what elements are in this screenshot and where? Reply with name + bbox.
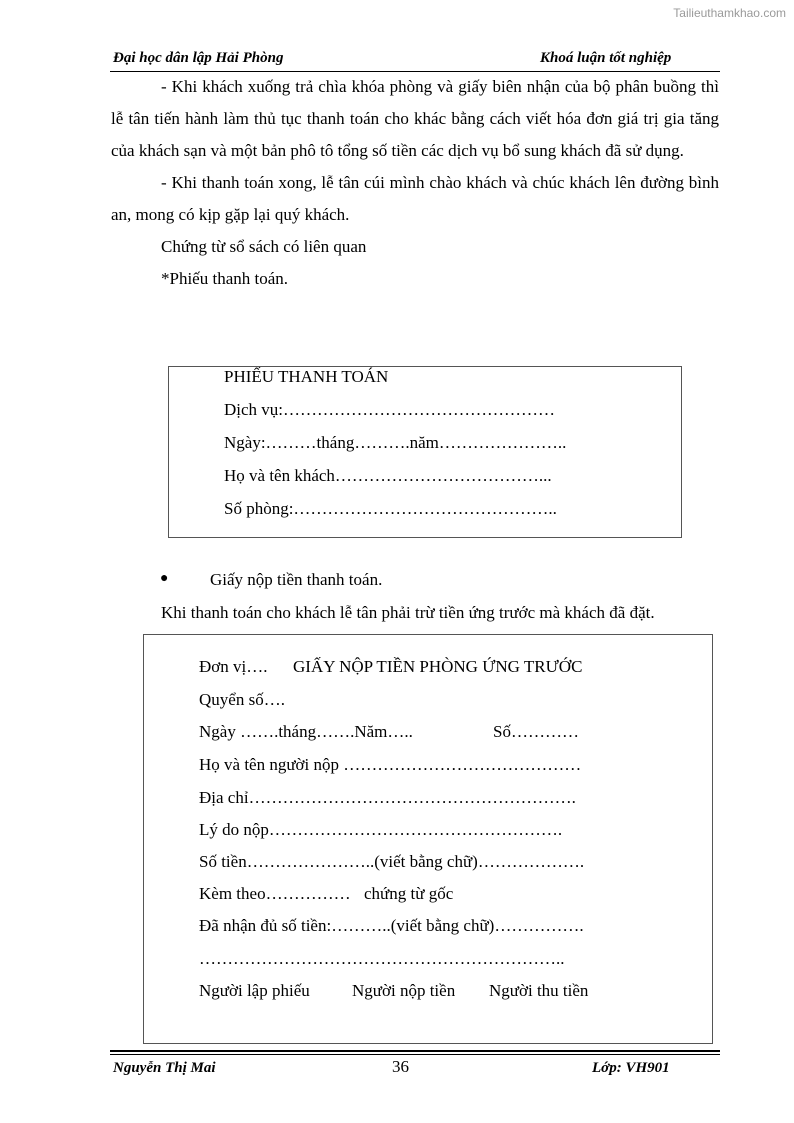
form2-number: Số………… — [493, 722, 579, 741]
footer-rule — [110, 1050, 720, 1052]
bullet-icon: ● — [160, 571, 169, 586]
form1-title: PHIẾU THANH TOÁN — [224, 367, 389, 386]
form1-service: Dịch vụ:………………………………………… — [224, 400, 556, 419]
deposit-note: Khi thanh toán cho khách lễ tân phải trừ tiền ứng trước mà khách đã đặt. — [161, 603, 655, 622]
payment-slip-form — [168, 366, 682, 538]
form2-payer: Họ và tên người nộp …………………………………… — [199, 755, 582, 774]
paragraph-payment-slip: *Phiếu thanh toán. — [161, 269, 289, 288]
form2-address: Địa chỉ…………………………………………………. — [199, 788, 576, 807]
paragraph-farewell: - Khi thanh toán xong, lễ tân cúi mình chào khách và chúc khách lên đường bình an, mong có kịp gặp lại quý khách. — [111, 173, 719, 224]
form2-title: GIẤY NỘP TIỀN PHÒNG ỨNG TRƯỚC — [293, 657, 583, 676]
header-thesis: Khoá luận tốt nghiệp — [540, 50, 672, 66]
paragraph-checkout: - Khi khách xuống trả chìa khóa phòng và giấy biên nhận của bộ phân buồng thì lễ tân tiến hành làm thủ tục thanh toán cho khác bằng cách viết hóa đơn giá trị gia tăng của khách sạn và một bản phô tô tổng số tiền các dịch vụ bổ sung khách đã sử dụng. — [111, 77, 719, 160]
form1-room: Số phòng:……………………………………….. — [224, 499, 557, 518]
form2-unit: Đơn vị…. — [199, 657, 268, 676]
footer-author: Nguyễn Thị Mai — [113, 1060, 216, 1076]
form1-guest-name: Họ và tên khách………………………………... — [224, 466, 552, 485]
form2-attach-count: Kèm theo…………… — [199, 884, 351, 903]
form1-date: Ngày:………tháng……….năm………………….. — [224, 433, 567, 452]
form2-amount: Số tiền…………………..(viết bằng chữ)………………. — [199, 852, 585, 871]
page-number: 36 — [392, 1057, 409, 1076]
footer-class: Lớp: VH901 — [592, 1060, 670, 1076]
form2-reason: Lý do nộp……………………………………………. — [199, 820, 563, 839]
deposit-receipt-form — [143, 634, 713, 1044]
header-university: Đại học dân lập Hải Phòng — [113, 50, 284, 66]
watermark: Tailieuthamkhao.com — [673, 6, 786, 20]
form2-date: Ngày …….tháng…….Năm….. — [199, 722, 413, 741]
form2-signature-payer: Người nộp tiền — [352, 981, 456, 1000]
paragraph-documents: Chứng từ sổ sách có liên quan — [161, 237, 367, 256]
form2-received: Đã nhận đủ số tiền:………..(viết bằng chữ)……………. — [199, 916, 584, 935]
form2-dotted-line: ……………………………………………………….. — [199, 949, 565, 968]
footer-rule-thin — [110, 1054, 720, 1055]
bullet-text: Giấy nộp tiền thanh toán. — [210, 570, 383, 589]
form2-attach-label: chứng từ gốc — [364, 884, 454, 903]
form2-signature-preparer: Người lập phiếu — [199, 981, 310, 1000]
form2-signature-cashier: Người thu tiền — [489, 981, 589, 1000]
body-text — [111, 71, 719, 295]
form2-book: Quyển số…. — [199, 690, 285, 709]
